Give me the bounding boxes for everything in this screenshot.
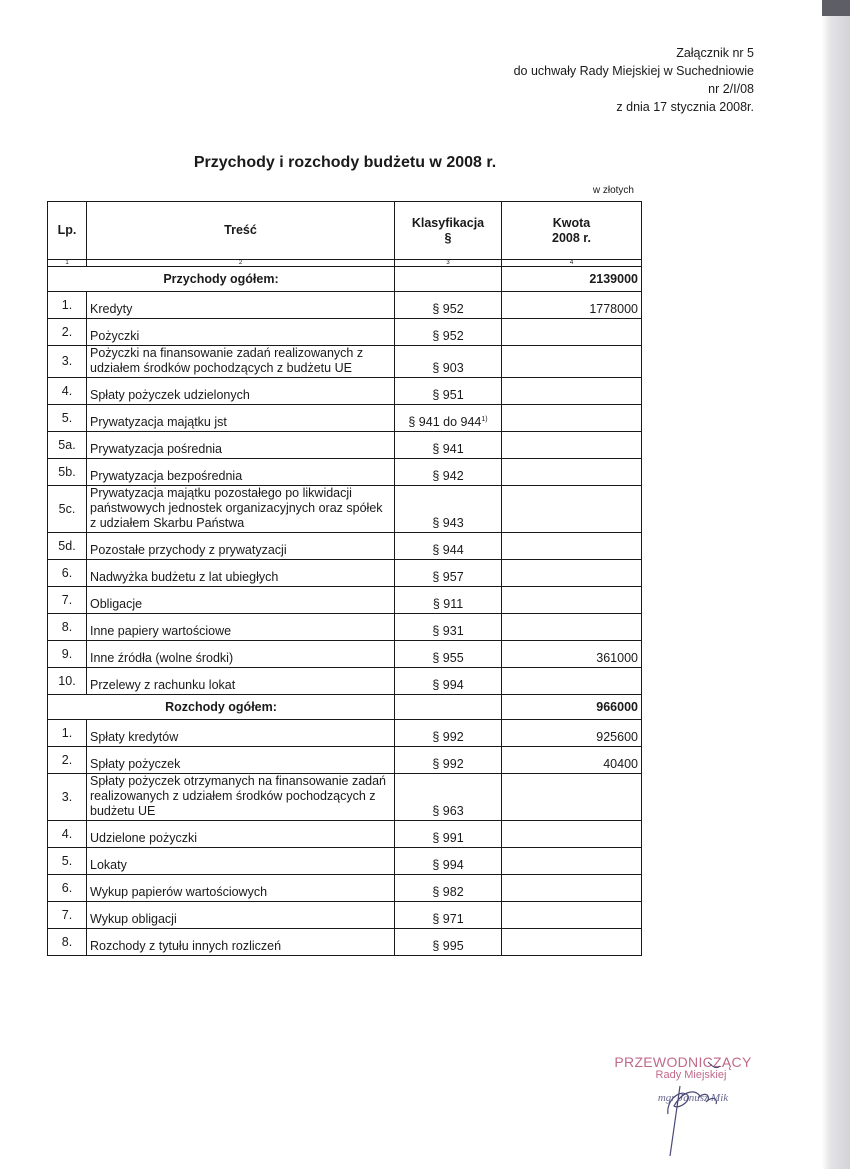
table-row [48, 641, 642, 668]
row-klasyfikacja [395, 641, 502, 668]
attachment-header [514, 44, 754, 116]
row-kwota [502, 848, 642, 875]
row-lp: 6. [48, 875, 87, 902]
row-kwota [502, 432, 642, 459]
table-header-row [48, 202, 642, 260]
row-kwota [502, 902, 642, 929]
row-tresc: Prywatyzacja majątku pozostałego po likwidacji państwowych jednostek organizacyjnych oraz spółek z udziałem Skarbu Państwa [87, 486, 395, 533]
row-tresc: Prywatyzacja pośrednia [87, 432, 395, 459]
row-klasyfikacja [395, 486, 502, 533]
row-klasyfikacja-text: § 991 [432, 831, 464, 845]
row-lp: 7. [48, 902, 87, 929]
row-klasyfikacja [395, 378, 502, 405]
table-row [48, 720, 642, 747]
row-klasyfikacja [395, 346, 502, 378]
row-klasyfikacja-text: § 963 [432, 804, 464, 818]
row-lp: 2. [48, 319, 87, 346]
row-klasyfikacja-text: § 942 [432, 469, 464, 483]
budget-table [47, 201, 642, 956]
page-title: Przychody i rozchody budżetu w 2008 r. [193, 154, 497, 171]
table-row [48, 668, 642, 695]
row-klasyfikacja [395, 774, 502, 821]
header-line-4: z dnia 17 stycznia 2008r. [616, 100, 754, 114]
row-kwota [502, 587, 642, 614]
row-kwota [502, 378, 642, 405]
table-row [48, 405, 642, 432]
row-tresc: Pożyczki [87, 319, 395, 346]
row-kwota [502, 319, 642, 346]
row-lp: 8. [48, 929, 87, 956]
row-tresc: Prywatyzacja majątku jst [87, 405, 395, 432]
row-klasyfikacja-text: § 944 [432, 543, 464, 557]
row-tresc: Kredyty [87, 292, 395, 319]
row-kwota [502, 405, 642, 432]
row-tresc: Spłaty pożyczek [87, 747, 395, 774]
row-tresc: Pozostałe przychody z prywatyzacji [87, 533, 395, 560]
table-row [48, 319, 642, 346]
row-lp: 5. [48, 848, 87, 875]
row-lp: 4. [48, 821, 87, 848]
row-klasyfikacja [395, 533, 502, 560]
income-total-row [48, 267, 642, 292]
row-klasyfikacja-text: § 971 [432, 912, 464, 926]
row-lp: 4. [48, 378, 87, 405]
row-tresc: Spłaty pożyczek otrzymanych na finansowanie zadań realizowanych z udziałem środków pochodzących z budżetu UE [87, 774, 395, 821]
row-klasyfikacja-text: § 992 [432, 730, 464, 744]
row-klasyfikacja-text: § 941 [432, 442, 464, 456]
row-lp: 3. [48, 774, 87, 821]
header-line-1: Załącznik nr 5 [676, 46, 754, 60]
row-klasyfikacja-text: § 955 [432, 651, 464, 665]
row-klasyfikacja [395, 668, 502, 695]
row-klasyfikacja [395, 405, 502, 432]
row-lp: 8. [48, 614, 87, 641]
row-kwota [502, 614, 642, 641]
row-kwota [502, 821, 642, 848]
row-klasyfikacja-text: § 941 do 944 [408, 415, 482, 429]
row-lp: 6. [48, 560, 87, 587]
row-tresc: Udzielone pożyczki [87, 821, 395, 848]
row-kwota [502, 346, 642, 378]
page-edge-top [822, 0, 850, 16]
row-tresc: Spłaty pożyczek udzielonych [87, 378, 395, 405]
row-kwota [502, 774, 642, 821]
row-lp: 1. [48, 720, 87, 747]
row-tresc: Przelewy z rachunku lokat [87, 668, 395, 695]
handwritten-signature [608, 1052, 778, 1162]
row-klasyfikacja [395, 560, 502, 587]
row-tresc: Lokaty [87, 848, 395, 875]
expenses-total-amount: 966000 [502, 695, 642, 720]
row-lp: 9. [48, 641, 87, 668]
row-klasyfikacja-text: § 911 [432, 597, 464, 611]
header-lp: Lp. [48, 202, 87, 260]
header-klasyfikacja-line1: Klasyfikacja [411, 215, 485, 230]
header-tresc: Treść [87, 202, 395, 260]
row-klasyfikacja-text: § 982 [432, 885, 464, 899]
row-klasyfikacja [395, 929, 502, 956]
row-tresc: Inne papiery wartościowe [87, 614, 395, 641]
row-tresc: Wykup papierów wartościowych [87, 875, 395, 902]
row-kwota: 361000 [502, 641, 642, 668]
row-kwota [502, 533, 642, 560]
row-kwota [502, 459, 642, 486]
row-tresc: Nadwyżka budżetu z lat ubiegłych [87, 560, 395, 587]
row-kwota [502, 668, 642, 695]
row-klasyfikacja-text: § 943 [432, 516, 464, 530]
row-lp: 5. [48, 405, 87, 432]
row-tresc: Rozchody z tytułu innych rozliczeń [87, 929, 395, 956]
row-klasyfikacja-text: § 992 [432, 757, 464, 771]
row-klasyfikacja [395, 459, 502, 486]
table-row [48, 587, 642, 614]
row-kwota [502, 929, 642, 956]
row-lp: 5b. [48, 459, 87, 486]
expenses-total-row [48, 695, 642, 720]
income-total-klas [395, 267, 502, 292]
column-number-row [48, 260, 642, 267]
row-klasyfikacja-text: § 952 [432, 302, 464, 316]
row-klasyfikacja [395, 720, 502, 747]
row-klasyfikacja-text: § 957 [432, 570, 464, 584]
table-row [48, 774, 642, 821]
row-lp: 3. [48, 346, 87, 378]
row-klasyfikacja [395, 902, 502, 929]
table-row [48, 614, 642, 641]
column-number: 2 [87, 260, 395, 267]
table-body [48, 267, 642, 956]
row-klasyfikacja [395, 432, 502, 459]
row-kwota: 925600 [502, 720, 642, 747]
row-kwota: 40400 [502, 747, 642, 774]
row-klasyfikacja [395, 875, 502, 902]
stamp-council: Rady Miejskiej [655, 1069, 727, 1081]
table-row [48, 292, 642, 319]
chairman-stamp [608, 1052, 778, 1162]
row-kwota [502, 560, 642, 587]
header-klasyfikacja-line2: § [444, 230, 452, 245]
table-row [48, 875, 642, 902]
row-tresc: Inne źródła (wolne środki) [87, 641, 395, 668]
row-klasyfikacja-text: § 994 [432, 858, 464, 872]
row-klasyfikacja [395, 614, 502, 641]
expenses-total-label: Rozchody ogółem: [48, 695, 395, 720]
table-row [48, 432, 642, 459]
column-number: 4 [502, 260, 642, 267]
row-lp: 10. [48, 668, 87, 695]
table-row [48, 821, 642, 848]
row-tresc: Spłaty kredytów [87, 720, 395, 747]
income-total-amount: 2139000 [502, 267, 642, 292]
row-tresc: Pożyczki na finansowanie zadań realizowanych z udziałem środków pochodzących z budżetu UE [87, 346, 395, 378]
row-klasyfikacja [395, 848, 502, 875]
row-klasyfikacja [395, 292, 502, 319]
row-lp: 5a. [48, 432, 87, 459]
row-klasyfikacja-text: § 951 [432, 388, 464, 402]
row-klasyfikacja [395, 821, 502, 848]
footnote-marker: 1) [481, 415, 488, 423]
row-klasyfikacja-text: § 931 [432, 624, 464, 638]
row-klasyfikacja [395, 747, 502, 774]
header-kwota-line1: Kwota [552, 215, 591, 230]
stamp-name: mgr Janusz Mik [657, 1092, 729, 1104]
row-klasyfikacja [395, 587, 502, 614]
table-row [48, 533, 642, 560]
column-number: 1 [48, 260, 87, 267]
table-row [48, 486, 642, 533]
row-klasyfikacja-text: § 903 [432, 361, 464, 375]
row-lp: 7. [48, 587, 87, 614]
page-edge [822, 0, 850, 1169]
row-kwota: 1778000 [502, 292, 642, 319]
table-row [48, 560, 642, 587]
table-row [48, 378, 642, 405]
table-row [48, 459, 642, 486]
expenses-total-klas [395, 695, 502, 720]
table-row [48, 747, 642, 774]
header-klasyfikacja [395, 202, 502, 260]
row-kwota [502, 486, 642, 533]
table-row [48, 902, 642, 929]
header-kwota [502, 202, 642, 260]
unit-label: w złotych [592, 185, 634, 196]
row-lp: 5d. [48, 533, 87, 560]
header-kwota-line2: 2008 r. [552, 230, 591, 245]
table-row [48, 848, 642, 875]
row-tresc: Prywatyzacja bezpośrednia [87, 459, 395, 486]
row-klasyfikacja-text: § 995 [432, 939, 464, 953]
row-tresc: Obligacje [87, 587, 395, 614]
row-lp: 5c. [48, 486, 87, 533]
income-total-label: Przychody ogółem: [48, 267, 395, 292]
table-row [48, 929, 642, 956]
row-lp: 1. [48, 292, 87, 319]
table-row [48, 346, 642, 378]
header-line-3: nr 2/I/08 [708, 82, 754, 96]
column-number: 3 [395, 260, 502, 267]
row-tresc: Wykup obligacji [87, 902, 395, 929]
row-klasyfikacja-text: § 994 [432, 678, 464, 692]
row-klasyfikacja-text: § 952 [432, 329, 464, 343]
header-line-2: do uchwały Rady Miejskiej w Suchedniowie [513, 64, 754, 78]
row-lp: 2. [48, 747, 87, 774]
row-kwota [502, 875, 642, 902]
row-klasyfikacja [395, 319, 502, 346]
stamp-title: PRZEWODNICZĄCY [614, 1054, 752, 1070]
